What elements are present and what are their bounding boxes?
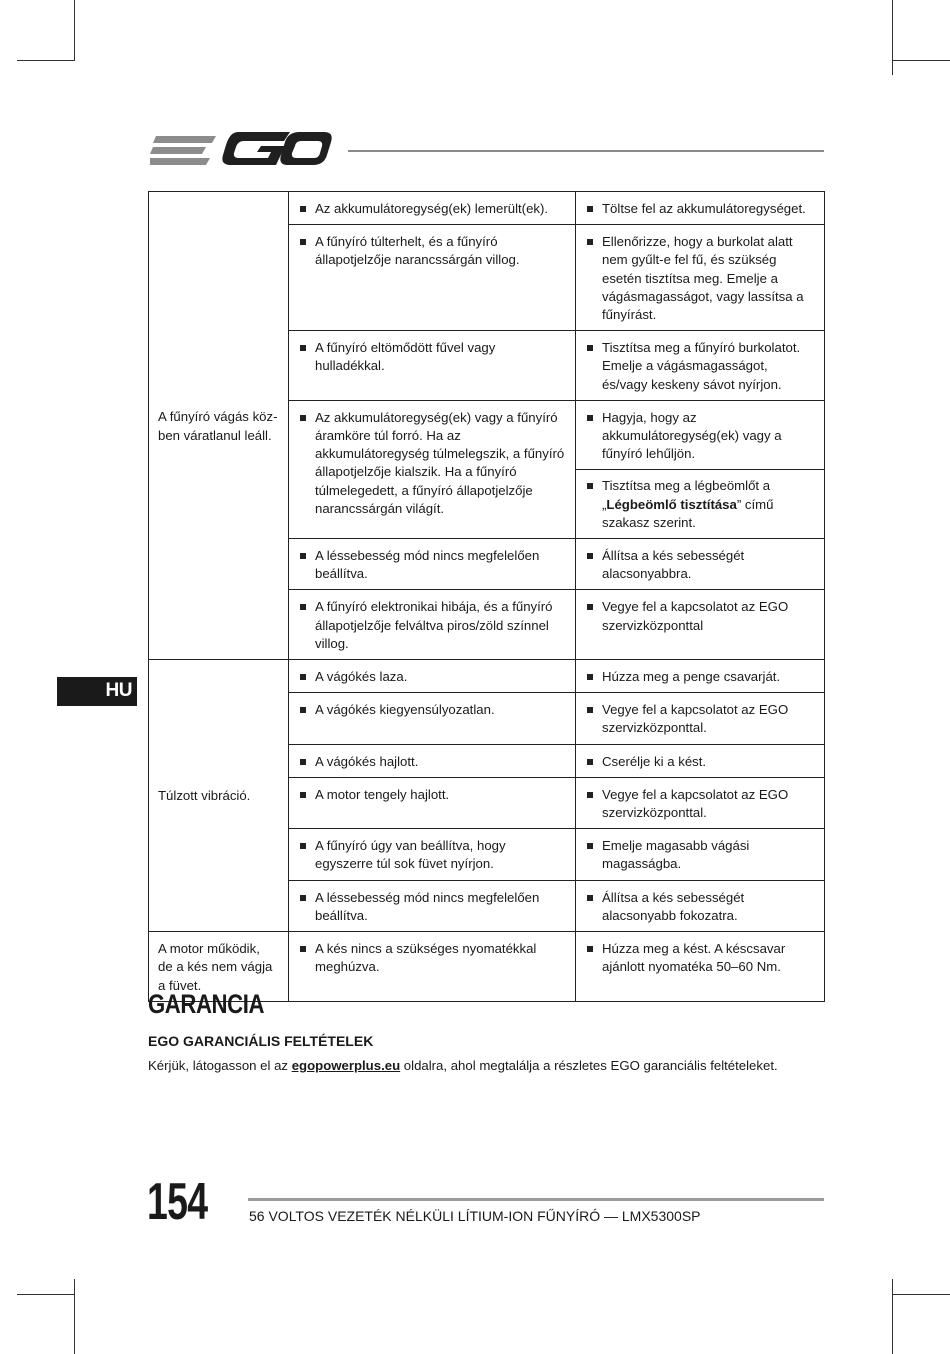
cause-cell: A fűnyíró eltömődött fűvel vagy hulladékkal. bbox=[289, 331, 576, 401]
cause-cell: A fűnyíró úgy van beállítva, hogy egyszerre túl sok füvet nyírjon. bbox=[289, 829, 576, 880]
problem-cell: Túlzott vibráció. bbox=[149, 660, 289, 932]
header-rule bbox=[348, 150, 824, 152]
cause-cell: A motor tengely hajlott. bbox=[289, 777, 576, 828]
crop-mark bbox=[17, 1294, 75, 1295]
solution-cell: Töltse fel az akkumulátoregységet. bbox=[576, 192, 825, 225]
solution-cell: Állítsa a kés sebességét alacsonyabbra. bbox=[576, 539, 825, 590]
solution-cell: Emelje magasabb vágási magasságba. bbox=[576, 829, 825, 880]
language-tab-label: HU bbox=[105, 680, 132, 701]
warranty-title: GARANCIA bbox=[148, 989, 265, 1019]
table-row bbox=[149, 192, 825, 225]
problem-cell: A fűnyíró vágás köz- ben váratlanul leáll. bbox=[149, 192, 289, 660]
page-number: 154 bbox=[147, 1173, 208, 1231]
crop-mark bbox=[892, 1294, 950, 1295]
cause-cell: A vágókés laza. bbox=[289, 660, 576, 693]
warranty-subtitle: EGO GARANCIÁLIS FELTÉTELEK bbox=[148, 1033, 374, 1049]
solution-cell: Vegye fel a kapcsolatot az EGO szervizközponttal bbox=[576, 590, 825, 660]
solution-cell: Húzza meg a kést. A késcsavar ajánlott nyomatéka 50–60 Nm. bbox=[576, 932, 825, 1002]
footer-product-title: 56 VOLTOS VEZETÉK NÉLKÜLI LÍTIUM-ION FŰNYÍRÓ — LMX5300SP bbox=[249, 1208, 701, 1224]
crop-mark bbox=[892, 1279, 893, 1354]
cause-cell: A léssebesség mód nincs megfelelően beállítva. bbox=[289, 539, 576, 590]
crop-mark bbox=[17, 60, 75, 61]
warranty-text: Kérjük, látogasson el az egopowerplus.eu oldalra, ahol megtalálja a részletes EGO garanciális feltételeket. bbox=[148, 1058, 778, 1073]
crop-mark bbox=[892, 0, 893, 75]
problem-cell: A motor működik, de a kés nem vágja a füvet. bbox=[149, 932, 289, 1002]
footer-rule bbox=[248, 1198, 824, 1201]
crop-mark bbox=[74, 1279, 75, 1354]
solution-cell: Állítsa a kés sebességét alacsonyabb fokozatra. bbox=[576, 880, 825, 931]
cause-cell: Az akkumulátoregység(ek) lemerült(ek). bbox=[289, 192, 576, 225]
solution-cell: Húzza meg a penge csavarját. bbox=[576, 660, 825, 693]
cause-cell: A fűnyíró elektronikai hibája, és a fűnyíró állapotjelzője felváltva piros/zöld színnel villog. bbox=[289, 590, 576, 660]
warranty-link[interactable]: egopowerplus.eu bbox=[291, 1058, 401, 1073]
crop-mark bbox=[74, 0, 75, 61]
solution-cell: Vegye fel a kapcsolatot az EGO szervizközponttal. bbox=[576, 693, 825, 744]
cause-cell: A vágókés hajlott. bbox=[289, 744, 576, 777]
language-tab bbox=[57, 677, 137, 706]
table-row bbox=[149, 660, 825, 693]
cause-cell: A léssebesség mód nincs megfelelően beállítva. bbox=[289, 880, 576, 931]
cause-cell: Az akkumulátoregység(ek) vagy a fűnyíró áramköre túl forró. Ha az akkumulátoregység túlmelegszik, a fűnyíró állapotjelzője kialszik. Ha a fűnyíró túlmelegedett, a fűnyíró állapotjelzője narancssárgán világít. bbox=[289, 400, 576, 538]
solution-cell: Vegye fel a kapcsolatot az EGO szervizközponttal. bbox=[576, 777, 825, 828]
solution-cell: Ellenőrizze, hogy a burkolat alatt nem gyűlt-e fel fű, és szükség esetén tisztítsa meg. Emelje a vágásmagasságot, vagy lassítsa a fűnyírást. bbox=[576, 225, 825, 331]
solution-cell: Hagyja, hogy az akkumulátoregység(ek) vagy a fűnyíró lehűljön. Tisztítsa meg a légbeömlőt a „Légbeömlő tisztítása” című szakasz szerint. bbox=[576, 400, 825, 538]
solution-cell: Cserélje ki a kést. bbox=[576, 744, 825, 777]
ego-logo bbox=[150, 128, 332, 172]
troubleshooting-table bbox=[148, 191, 825, 1002]
crop-mark bbox=[892, 60, 950, 61]
solution-cell: Tisztítsa meg a fűnyíró burkolatot. Emelje a vágásmagasságot, és/vagy keskeny sávot nyírjon. bbox=[576, 331, 825, 401]
cause-cell: A vágókés kiegyensúlyozatlan. bbox=[289, 693, 576, 744]
cause-cell: A kés nincs a szükséges nyomatékkal meghúzva. bbox=[289, 932, 576, 1002]
cause-cell: A fűnyíró túlterhelt, és a fűnyíró állapotjelzője narancssárgán villog. bbox=[289, 225, 576, 331]
